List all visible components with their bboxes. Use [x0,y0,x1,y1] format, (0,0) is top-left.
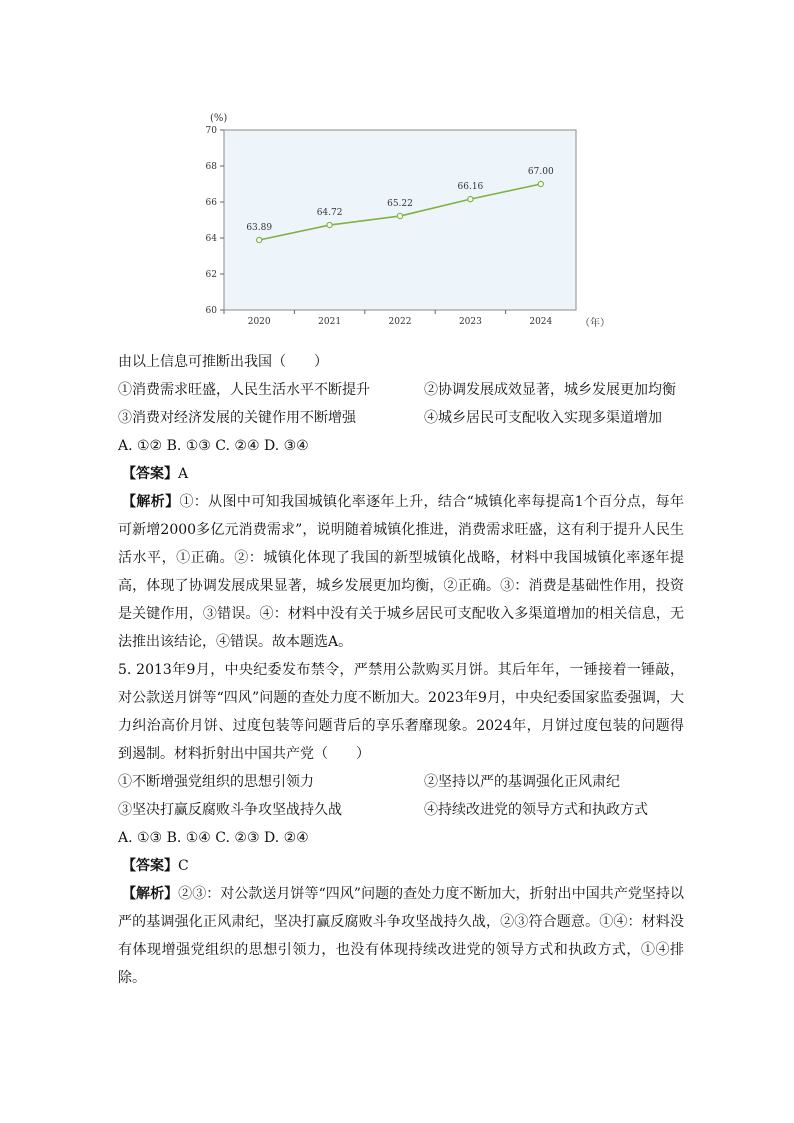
q5-answer [118,852,684,880]
y-tick-label: 66 [205,198,217,208]
q4-option-4: ④城乡居民可支配收入实现多渠道增加 [424,410,662,426]
q4-analysis-text: ①：从图中可知我国城镇化率逐年上升，结合“城镇化率每提高1个百分点，每年可新增2000多亿元消费需求”，说明随着城镇化推进，消费需求旺盛，这有利于提升人民生活水平，①正确。②：城镇化体现了我国的新型城镇化战略，材料中我国城镇化率逐年提高，体现了协调发展成果显著，城乡发展更加均衡，②正确。③：消费是基础性作用，投资是关键作用，③错误。④：材料中没有关于城乡居民可支配收入多渠道增加的相关信息，无法推出该结论，④错误。故本题选A。 [118,494,685,650]
q4-option-1: ①消费需求旺盛，人民生活水平不断提升 [118,382,370,398]
data-label: 67.00 [527,167,554,177]
y-axis-label: (%) [210,113,228,124]
data-label: 65.22 [387,199,413,210]
chart-svg [190,108,610,330]
q4-choices: A. ①② B. ①③ C. ②④ D. ③④ [118,438,309,454]
q5-choices: A. ①③ B. ①④ C. ②③ D. ②④ [118,830,309,846]
y-tick-label: 60 [205,306,217,316]
y-tick-label: 64 [205,234,217,244]
q5-option-4: ④持续改进党的领导方式和执政方式 [424,802,648,818]
x-tick-label: 2020 [247,317,271,327]
q5-option-2: ②坚持以严的基调强化正风肃纪 [424,774,620,790]
q4-options-row-1 [118,376,684,404]
y-tick-label: 70 [205,126,217,136]
question-content [118,348,684,992]
q4-answer [118,460,684,488]
q5-analysis [118,880,684,992]
y-tick-label: 68 [205,162,217,172]
q5-answer-tag: 【答案】 [122,858,178,874]
x-tick-label: 2024 [529,317,553,327]
q4-option-2: ②协调发展成效显著，城乡发展更加均衡 [424,382,676,398]
data-label: 66.16 [457,182,484,193]
data-point [257,237,262,242]
q5-options-row-1 [118,768,684,796]
urbanization-line-chart [190,108,610,330]
data-point [538,181,543,186]
y-tick-label: 62 [205,270,217,280]
q5-answer-value: C [178,858,189,874]
data-point [327,222,332,227]
q4-stem: 由以上信息可推断出我国（ ） [118,354,328,370]
x-tick-label: 2021 [318,317,342,327]
q4-analysis [118,488,684,656]
q5-option-1: ①不断增强党组织的思想引领力 [118,774,314,790]
q5-stem: 5. 2013年9月，中央纪委发布禁令，严禁用公款购买月饼。其后年年，一锤接着一锤敲，对公款送月饼等“四风”问题的查处力度不断加大。2023年9月，中央纪委国家监委强调，大力纠治高价月饼、过度包装等问题背后的享乐奢靡现象。2024年，月饼过度包装的问题得到遏制。材料折射出中国共产党（ ） [118,662,684,762]
data-point [397,213,402,218]
data-label: 63.89 [246,222,273,233]
data-label: 64.72 [316,208,343,219]
q4-answer-tag: 【答案】 [122,466,178,482]
data-point [468,197,473,202]
q4-option-3: ③消费对经济发展的关键作用不断增强 [118,410,356,426]
x-tick-label: 2022 [388,317,412,327]
q5-option-3: ③坚决打赢反腐败斗争攻坚战持久战 [118,802,342,818]
q5-options-row-2 [118,796,684,824]
plot-area [224,130,576,310]
q5-analysis-tag: 【解析】 [122,886,179,902]
q4-analysis-tag: 【解析】 [122,494,180,510]
x-tick-label: 2023 [458,317,482,327]
q4-options-row-2 [118,404,684,432]
q4-answer-value: A [178,466,189,482]
x-axis-label: （年） [580,318,610,329]
q5-analysis-text: ②③：对公款送月饼等“四风”问题的查处力度不断加大，折射出中国共产党坚持以严的基调强化正风肃纪，坚决打赢反腐败斗争攻坚战持久战，②③符合题意。①④：材料没有体现增强党组织的思想引领力，也没有体现持续改进党的领导方式和执政方式，①④排除。 [118,886,685,986]
